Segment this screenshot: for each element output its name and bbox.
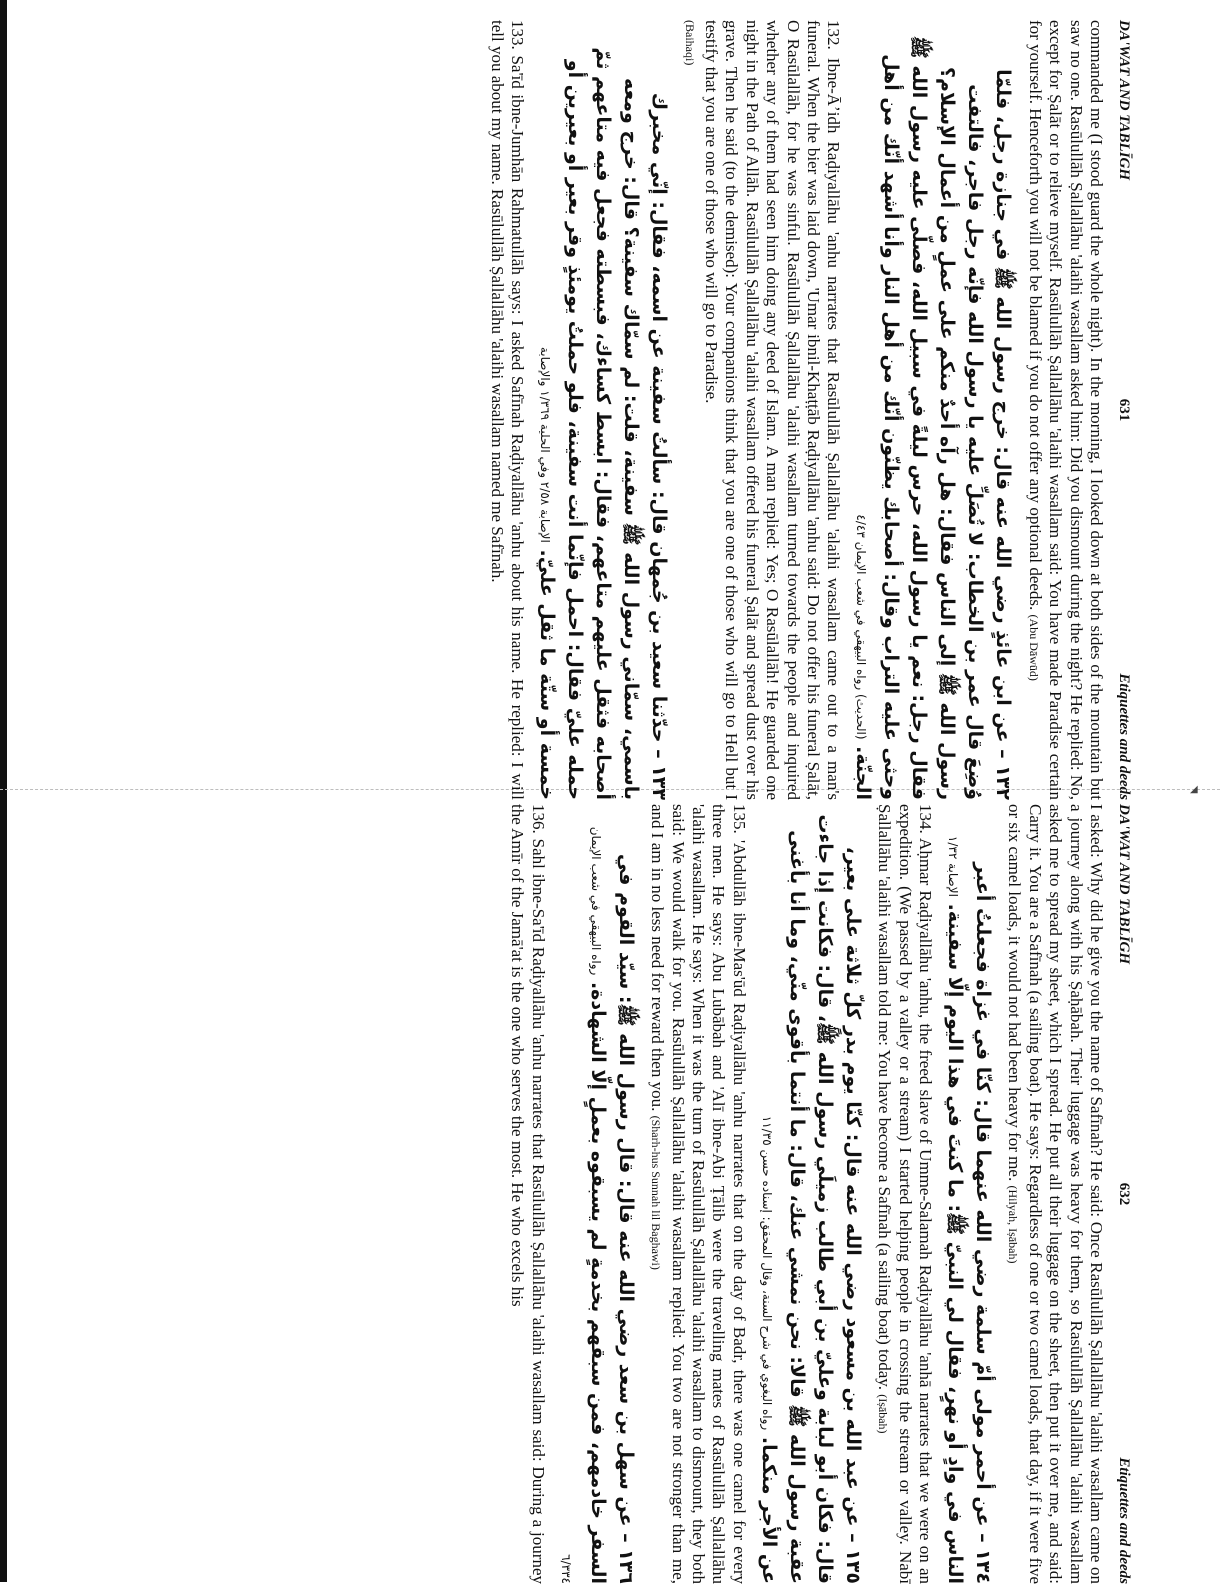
arabic-citation: الإصابة ٢/٥٨ وفي الحلية ١/٣٦٩ والإصابة	[538, 346, 553, 543]
paragraph: commanded me (I stood guard the whole night). In the morning, I looked down at both sides of the mountain but saw no one. Rasūlullāh Ṣallallāhu 'alaihi wasallam asked him: Did you dismount during the night? He replied: No, except for Ṣalāt or to relieve myself. Rasūlullāh Ṣallallāhu 'alaihi wasallam said: You have made Paradise certain for yourself. Henceforth you will not be blamed if you do not offer any optional deeds. (Abu Dāwūd)	[1025, 20, 1106, 800]
paragraph: 134. Aḥmar Raḍiyallāhu 'anhu, the freed slave of Umme-Salamah Raḍiyallāhu 'anhā narrates that we were on an expedition. (We passed by a valley or a stream) I started helping people in crossing the stream or valley. Nabī Ṣallallāhu 'alaihi wasallam told me: You have become a Safīnah (a sailing boat) today. (Iṣābah)	[875, 804, 935, 1584]
source-citation: (Sharh-hus Sunnah lil Baghawi)	[649, 1115, 664, 1270]
arabic-citation: (الحديث) رواه البيهقي في شعب الإيمان ٤/٤٣	[854, 514, 869, 740]
arabic-hadith: ١٣٢ – عن ابن عائذٍ رضي الله عنه قال: خرج رسول الله ﷺ في جنازة رجل، فلمّا وُضِعَ قال عمر بن الخطاب: لا تُصَلِّ عليه يا رسول الله فإنّه رجل فاجر، فالتفت رسول الله ﷺ إلى الناس فقال: هل رآه أحدٌ منكم على عملٍ من أعمال الإسلام؟ فقال رجل: نعم يا رسول الله، حرس ليلةً في سبيل الله، فصلّى عليه رسول الله ﷺ وحثى عليه التراب وقال: أصحابك يظنّون أنّك من أهل النار وأنا أشهد أنّك من أهل الجنّة. (الحديث) رواه البيهقي في شعب الإيمان ٤/٤٣	[852, 35, 1015, 800]
paragraph: I asked: Why did he give you the name of Safīnah? He said: Once Rasūlullāh Ṣallallāhu 'alaihi wasallam came on a journey along with his Ṣaḥābah. Their luggage was heavy for them, so Rasūlullāh Ṣallallāhu 'alaihi wasallam asked me to spread my sheet, which I spread. He put all their luggage on the sheet, then put it over me, and said: Carry it. You are a Safīnah (a sailing boat). He says: Regardless of one or two camel loads, that day, if it were five or six camel loads, it would not had been heavy for me. (Hilyah, Iṣābah)	[1005, 804, 1106, 1584]
paragraph: 133. Sa'īd ibne-Jumhān Rahmatullāh says: I asked Safīnah Raḍiyallāhu 'anhu about his name. He replied: I will tell you about my name. Rasūlullāh Ṣallallāhu 'alaihi wasallam named me Safīnah.	[487, 20, 528, 800]
source-citation: (Baihaqi)	[682, 20, 697, 66]
arabic-citation: رواه البيهقي في شعب الإيمان ٦/٣٣٤	[558, 826, 603, 1584]
arabic-hadith: ١٣٥ – عن عبد الله بن مسعود رضي الله عنه قال: كنّا يوم بدرٍ كلّ ثلاثة على بعير، قال: فكان أبو لبابة وعليّ بن أبي طالب زميلَي رسول الله ﷺ، قال: فكانت إذا جاءت عقبة رسول الله ﷺ قالا: نحن نمشي عنك، قال: ما أنتما بأقوى منّي، وما أنا بأغنى عن الأجر منكما. رواه البغوي في شرح السنة، وقال المحقق: إسناده حسن ١١/٣٥	[757, 814, 864, 1584]
section-title: Etiquettes and deeds	[1116, 673, 1132, 800]
page-number: 631	[1116, 398, 1132, 422]
source-citation: (Abu Dāwūd)	[1026, 614, 1041, 681]
page-header	[1106, 20, 1132, 800]
page-number: 632	[1116, 1182, 1132, 1206]
page-header	[1106, 804, 1132, 1584]
paragraph: 132. Ibne-Āʼidh Raḍiyallāhu 'anhu narrates that Rasūlullāh Ṣallallāhu 'alaihi wasallam came out to a man's funeral. When the bier was laid down, 'Umar ibnil-Khaṭṭāb Raḍiyallāhu 'anhu said: Do not offer his funeral Ṣalāt, O Rasūlallāh, for he was sinful. Rasūlullāh Ṣallallāhu 'alaihi wasallam turned towards the people and inquired whether any of them had seen him doing any deed of Islam. A man replied: Yes; O Rasūlallāh! He guarded one night in the Path of Allāh. Rasūlullāh Ṣallallāhu 'alaihi wasallam offered his funeral Ṣalāt and spread dust over his grave. Then he said (to the demised): Your companions think that you are one of those who will go to Hell but I testify that you are one of those who will go to Paradise. (Baihaqi)	[682, 20, 844, 800]
page-631	[0, 20, 1132, 800]
arabic-hadith: ١٣٦ – عن سهل بن سعد رضي الله عنه قال: قال رسول الله ﷺ: سيّد القوم في السفر خادمهم، فمن سبقهم بخدمةٍ لم يسبقوه بعملٍ إلّا الشهادة. رواه البيهقي في شعب الإيمان ٦/٣٣٤	[558, 826, 637, 1584]
arabic-citation: رواه البغوي في شرح السنة، وقال المحقق: إسناده حسن ١١/٣٥	[759, 1115, 774, 1431]
running-title: DA'WAT AND TABLĪGH	[1116, 804, 1132, 965]
fold-mark: ◢	[1190, 784, 1198, 795]
arabic-citation: الإصابة ١/٣٢	[945, 835, 960, 897]
page-content	[486, 20, 1106, 800]
page-632	[0, 804, 1132, 1584]
paragraph: 136. Sahl ibne-Sa'īd Raḍiyallāhu 'anhu narrates that Rasūlullāh Ṣallallāhu 'alaihi wasallam said: During a journey the Amīr of the Jamā'at is the one who serves the most. He who excels his	[508, 804, 548, 1584]
section-title: Etiquettes and deeds	[1116, 1457, 1132, 1584]
page-content	[507, 804, 1106, 1584]
arabic-hadith: ١٣٣ – حدّثنا سعيد بن جُمهان قال: سألتُ سفينة عن اسمه، فقال: إنّي مخبرك باسمي، سمّاني رسول الله ﷺ سفينة، قلت: لم سمّاك سفينة؟ قال: خرج ومعه أصحابه فثقل عليهم متاعهم، فقال: ابسط كساءك، فبسطته فجعل فيه متاعهم ثمّ حمله عليّ فقال: احمل فإنّما أنت سفينة، فلو حملتُ يومئذٍ وقر بعير أو بعيرين أو خمسة أو ستّة ما ثقل عليّ. الإصابة ٢/٥٨ وفي الحلية ١/٣٦٩ والإصابة	[536, 47, 671, 800]
running-title: DA'WAT AND TABLĪGH	[1116, 20, 1132, 181]
source-citation: (Iṣābah)	[876, 1394, 891, 1434]
arabic-hadith: ١٣٤ – عن أحمر مولى أمّ سلمة رضي الله عنهما قال: كنّا في غزاة فجعلتُ أعبر الناس في وادٍ أو نهرٍ، فقال لي النبيّ ﷺ: ما كنتَ في هذا اليوم إلّا سفينة. الإصابة ١/٣٢	[943, 835, 994, 1584]
source-citation: (Hilyah, Iṣābah)	[1006, 1185, 1021, 1264]
paragraph: 135. 'Abdullāh ibne-Mas'ūd Raḍiyallāhu 'anhu narrates that on the day of Badr, there was one camel for every three men. He says: Abu Lubābah and 'Alī ibne-Abi Ṭālib were the travelling mates of Rasūlullāh Ṣallallāhu 'alaihi wasallam. He says: When it was the turn of Rasūlullāh Ṣallallāhu 'alaihi wasallam to dismount, they both said: We would walk for you. Rasūlullāh Ṣallallāhu 'alaihi wasallam replied: You two are not stronger than me, and I am in no less need for reward then you. (Sharh-hus Sunnah lil Baghawi)	[648, 804, 749, 1584]
